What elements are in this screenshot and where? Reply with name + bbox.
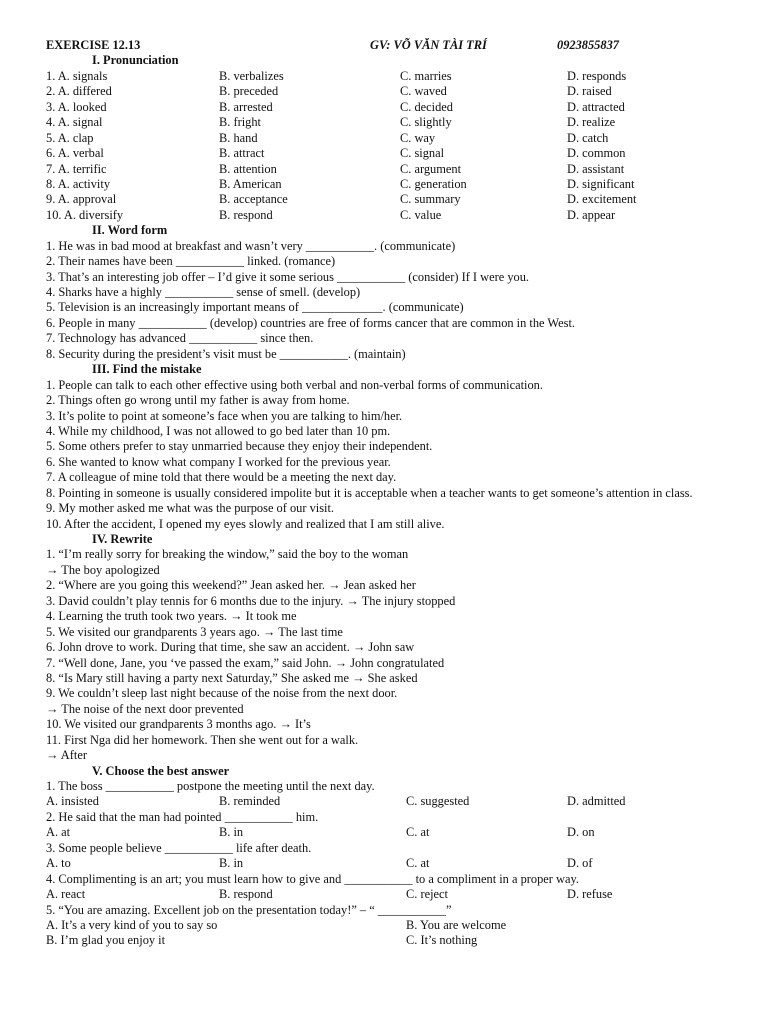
answer-option-c[interactable]: C. suggested [406, 794, 470, 809]
question-stem: 4. Complimenting is an art; you must learn how to give and ___________ to a compliment in a proper way. [46, 871, 579, 886]
rewrite-line: 7. “Well done, Jane, you ‘ve passed the exam,” said John. → John congratulated [46, 655, 445, 670]
rewrite-line: 5. We visited our grandparents 3 years ago. → The last time [46, 624, 343, 639]
word-form-item: 5. Television is an increasingly important means of _____________. (communicate) [46, 300, 464, 315]
option-d: D. catch [567, 130, 609, 145]
option-a: 4. A. signal [46, 115, 103, 130]
option-d: D. raised [567, 84, 612, 99]
pronunciation-item [46, 69, 746, 84]
answer-option[interactable]: B. You are welcome [406, 917, 507, 932]
answer-option-a[interactable]: A. to [46, 856, 71, 871]
option-a: 7. A. terrific [46, 161, 107, 176]
option-d: D. appear [567, 207, 616, 222]
section-heading-find-mistake: III. Find the mistake [92, 362, 202, 377]
rewrite-line: → After [46, 748, 87, 763]
option-d: D. responds [567, 68, 627, 83]
question-stem: 5. “You are amazing. Excellent job on the presentation today!” – “ ___________” [46, 902, 452, 917]
word-form-item: 4. Sharks have a highly ___________ sense of smell. (develop) [46, 285, 361, 299]
option-b: B. acceptance [219, 192, 288, 207]
word-form-item: 3. That’s an interesting job offer – I’d give it some serious ___________ (consider) If I were you. [46, 269, 530, 284]
find-mistake-item: 4. While my childhood, I was not allowed to go bed later than 10 pm. [46, 423, 391, 438]
worksheet [46, 38, 746, 949]
section-heading-best-answer: V. Choose the best answer [92, 763, 230, 778]
rewrite-line: 10. We visited our grandparents 3 months ago. → It’s [46, 717, 311, 732]
option-b: B. respond [219, 207, 273, 222]
answer-options [46, 794, 746, 809]
rewrite-line: 4. Learning the truth took two years. → It took me [46, 609, 297, 624]
answer-options [46, 856, 746, 871]
find-mistake-item: 6. She wanted to know what company I worked for the previous year. [46, 454, 391, 469]
worksheet-header [46, 38, 746, 53]
answer-option-b[interactable]: B. reminded [219, 794, 281, 809]
find-mistake-item: 3. It’s polite to point at someone’s face when you are talking to him/her. [46, 408, 403, 423]
find-mistake-item: 1. People can talk to each other effective using both verbal and non-verbal forms of communication. [46, 377, 543, 392]
option-c: C. marries [400, 68, 452, 83]
option-a: 1. A. signals [46, 68, 108, 83]
option-c: C. way [400, 130, 436, 145]
section-heading-word-form: II. Word form [92, 223, 168, 238]
rewrite-line: 9. We couldn’t sleep last night because of the noise from the next door. [46, 686, 398, 701]
question-stem: 3. Some people believe ___________ life after death. [46, 840, 312, 855]
find-mistake-item: 5. Some others prefer to stay unmarried because they enjoy their independent. [46, 439, 433, 454]
find-mistake-list [46, 378, 746, 532]
pronunciation-item [46, 131, 746, 146]
option-b: B. hand [219, 130, 258, 145]
option-a: 8. A. activity [46, 176, 111, 191]
option-d: D. assistant [567, 161, 625, 176]
answer-option-a[interactable]: A. insisted [46, 794, 100, 809]
word-form-item: 8. Security during the president’s visit must be ___________. (maintain) [46, 346, 406, 361]
option-d: D. realize [567, 115, 616, 130]
option-a: 6. A. verbal [46, 146, 104, 161]
answer-option[interactable]: B. I’m glad you enjoy it [46, 933, 166, 948]
answer-option[interactable]: A. It’s a very kind of you to say so [46, 917, 218, 932]
option-a: 5. A. clap [46, 130, 94, 145]
answer-option-c[interactable]: C. at [406, 856, 430, 871]
question-stem: 1. The boss ___________ postpone the meeting until the next day. [46, 779, 375, 794]
answer-options [46, 933, 746, 948]
answer-option-d[interactable]: D. of [567, 856, 593, 871]
pronunciation-item [46, 208, 746, 223]
answer-option-b[interactable]: B. in [219, 856, 244, 871]
answer-option-a[interactable]: A. at [46, 825, 71, 840]
find-mistake-item: 9. My mother asked me what was the purpose of our visit. [46, 501, 335, 516]
option-a: 2. A. differed [46, 84, 112, 99]
option-b: B. arrested [219, 99, 273, 114]
find-mistake-item: 8. Pointing in someone is usually considered impolite but it is acceptable when a teacher wants to get someone’s attention in class. [46, 485, 693, 500]
option-c: C. value [400, 207, 442, 222]
answer-option-c[interactable]: C. reject [406, 887, 448, 902]
rewrite-line: 6. John drove to work. During that time, she saw an accident. → John saw [46, 640, 415, 655]
section-heading-rewrite: IV. Rewrite [92, 532, 153, 547]
option-c: C. decided [400, 99, 453, 114]
answer-option-b[interactable]: B. in [219, 825, 244, 840]
word-form-list [46, 239, 746, 363]
word-form-item: 2. Their names have been ___________ linked. (romance) [46, 254, 336, 269]
option-d: D. attracted [567, 99, 625, 114]
option-a: 10. A. diversify [46, 207, 124, 222]
option-d: D. excitement [567, 192, 637, 207]
option-b: B. American [219, 176, 282, 191]
option-c: C. waved [400, 84, 447, 99]
pronunciation-item [46, 84, 746, 99]
rewrite-line: 3. David couldn’t play tennis for 6 months due to the injury. → The injury stopped [46, 593, 456, 608]
option-c: C. argument [400, 161, 462, 176]
word-form-item: 6. People in many ___________ (develop) countries are free of forms cancer that are common in the West. [46, 315, 575, 330]
answer-options [46, 825, 746, 840]
answer-options [46, 887, 746, 902]
option-b: B. preceded [219, 84, 279, 99]
exercise-title: EXERCISE 12.13 [46, 38, 141, 52]
rewrite-line: 2. “Where are you going this weekend?” Jean asked her. → Jean asked her [46, 578, 416, 593]
option-c: C. signal [400, 146, 445, 161]
rewrite-line: → The boy apologized [46, 562, 160, 577]
rewrite-list [46, 547, 746, 763]
pronunciation-item [46, 162, 746, 177]
answer-option-a[interactable]: A. react [46, 887, 86, 902]
find-mistake-item: 2. Things often go wrong until my father is away from home. [46, 393, 350, 408]
option-d: D. significant [567, 176, 635, 191]
find-mistake-item: 7. A colleague of mine told that there would be a meeting the next day. [46, 470, 397, 485]
pronunciation-item [46, 100, 746, 115]
answer-option-d[interactable]: D. admitted [567, 794, 626, 809]
question-stem: 2. He said that the man had pointed ___________ him. [46, 809, 319, 824]
answer-option-d[interactable]: D. refuse [567, 887, 613, 902]
rewrite-line: → The noise of the next door prevented [46, 701, 244, 716]
option-a: 9. A. approval [46, 192, 117, 207]
option-a: 3. A. looked [46, 99, 107, 114]
answer-option-c[interactable]: C. at [406, 825, 430, 840]
option-b: B. verbalizes [219, 68, 284, 83]
pronunciation-item [46, 115, 746, 130]
find-mistake-item: 10. After the accident, I opened my eyes slowly and realized that I am still alive. [46, 516, 445, 531]
best-answer-list [46, 779, 746, 949]
rewrite-line: 11. First Nga did her homework. Then she went out for a walk. [46, 732, 359, 747]
answer-option-b[interactable]: B. respond [219, 887, 273, 902]
option-b: B. fright [219, 115, 261, 130]
section-heading-pronunciation: I. Pronunciation [92, 53, 179, 68]
pronunciation-item [46, 146, 746, 161]
answer-options [46, 918, 746, 933]
option-c: C. slightly [400, 115, 452, 130]
teacher-name: GV: VÕ VĂN TÀI TRÍ [370, 38, 487, 52]
word-form-item: 1. He was in bad mood at breakfast and wasn’t very ___________. (communicate) [46, 238, 456, 253]
pronunciation-item [46, 177, 746, 192]
pronunciation-list [46, 69, 746, 223]
option-b: B. attract [219, 146, 265, 161]
rewrite-line: 1. “I’m really sorry for breaking the window,” said the boy to the woman [46, 547, 409, 562]
teacher-phone: 0923855837 [557, 38, 619, 52]
option-b: B. attention [219, 161, 277, 176]
answer-option[interactable]: C. It’s nothing [406, 933, 478, 948]
option-c: C. summary [400, 192, 461, 207]
answer-option-d[interactable]: D. on [567, 825, 595, 840]
option-c: C. generation [400, 176, 467, 191]
option-d: D. common [567, 146, 626, 161]
word-form-item: 7. Technology has advanced ___________ since then. [46, 331, 314, 346]
pronunciation-item [46, 192, 746, 207]
rewrite-line: 8. “Is Mary still having a party next Saturday,” She asked me → She asked [46, 670, 418, 685]
